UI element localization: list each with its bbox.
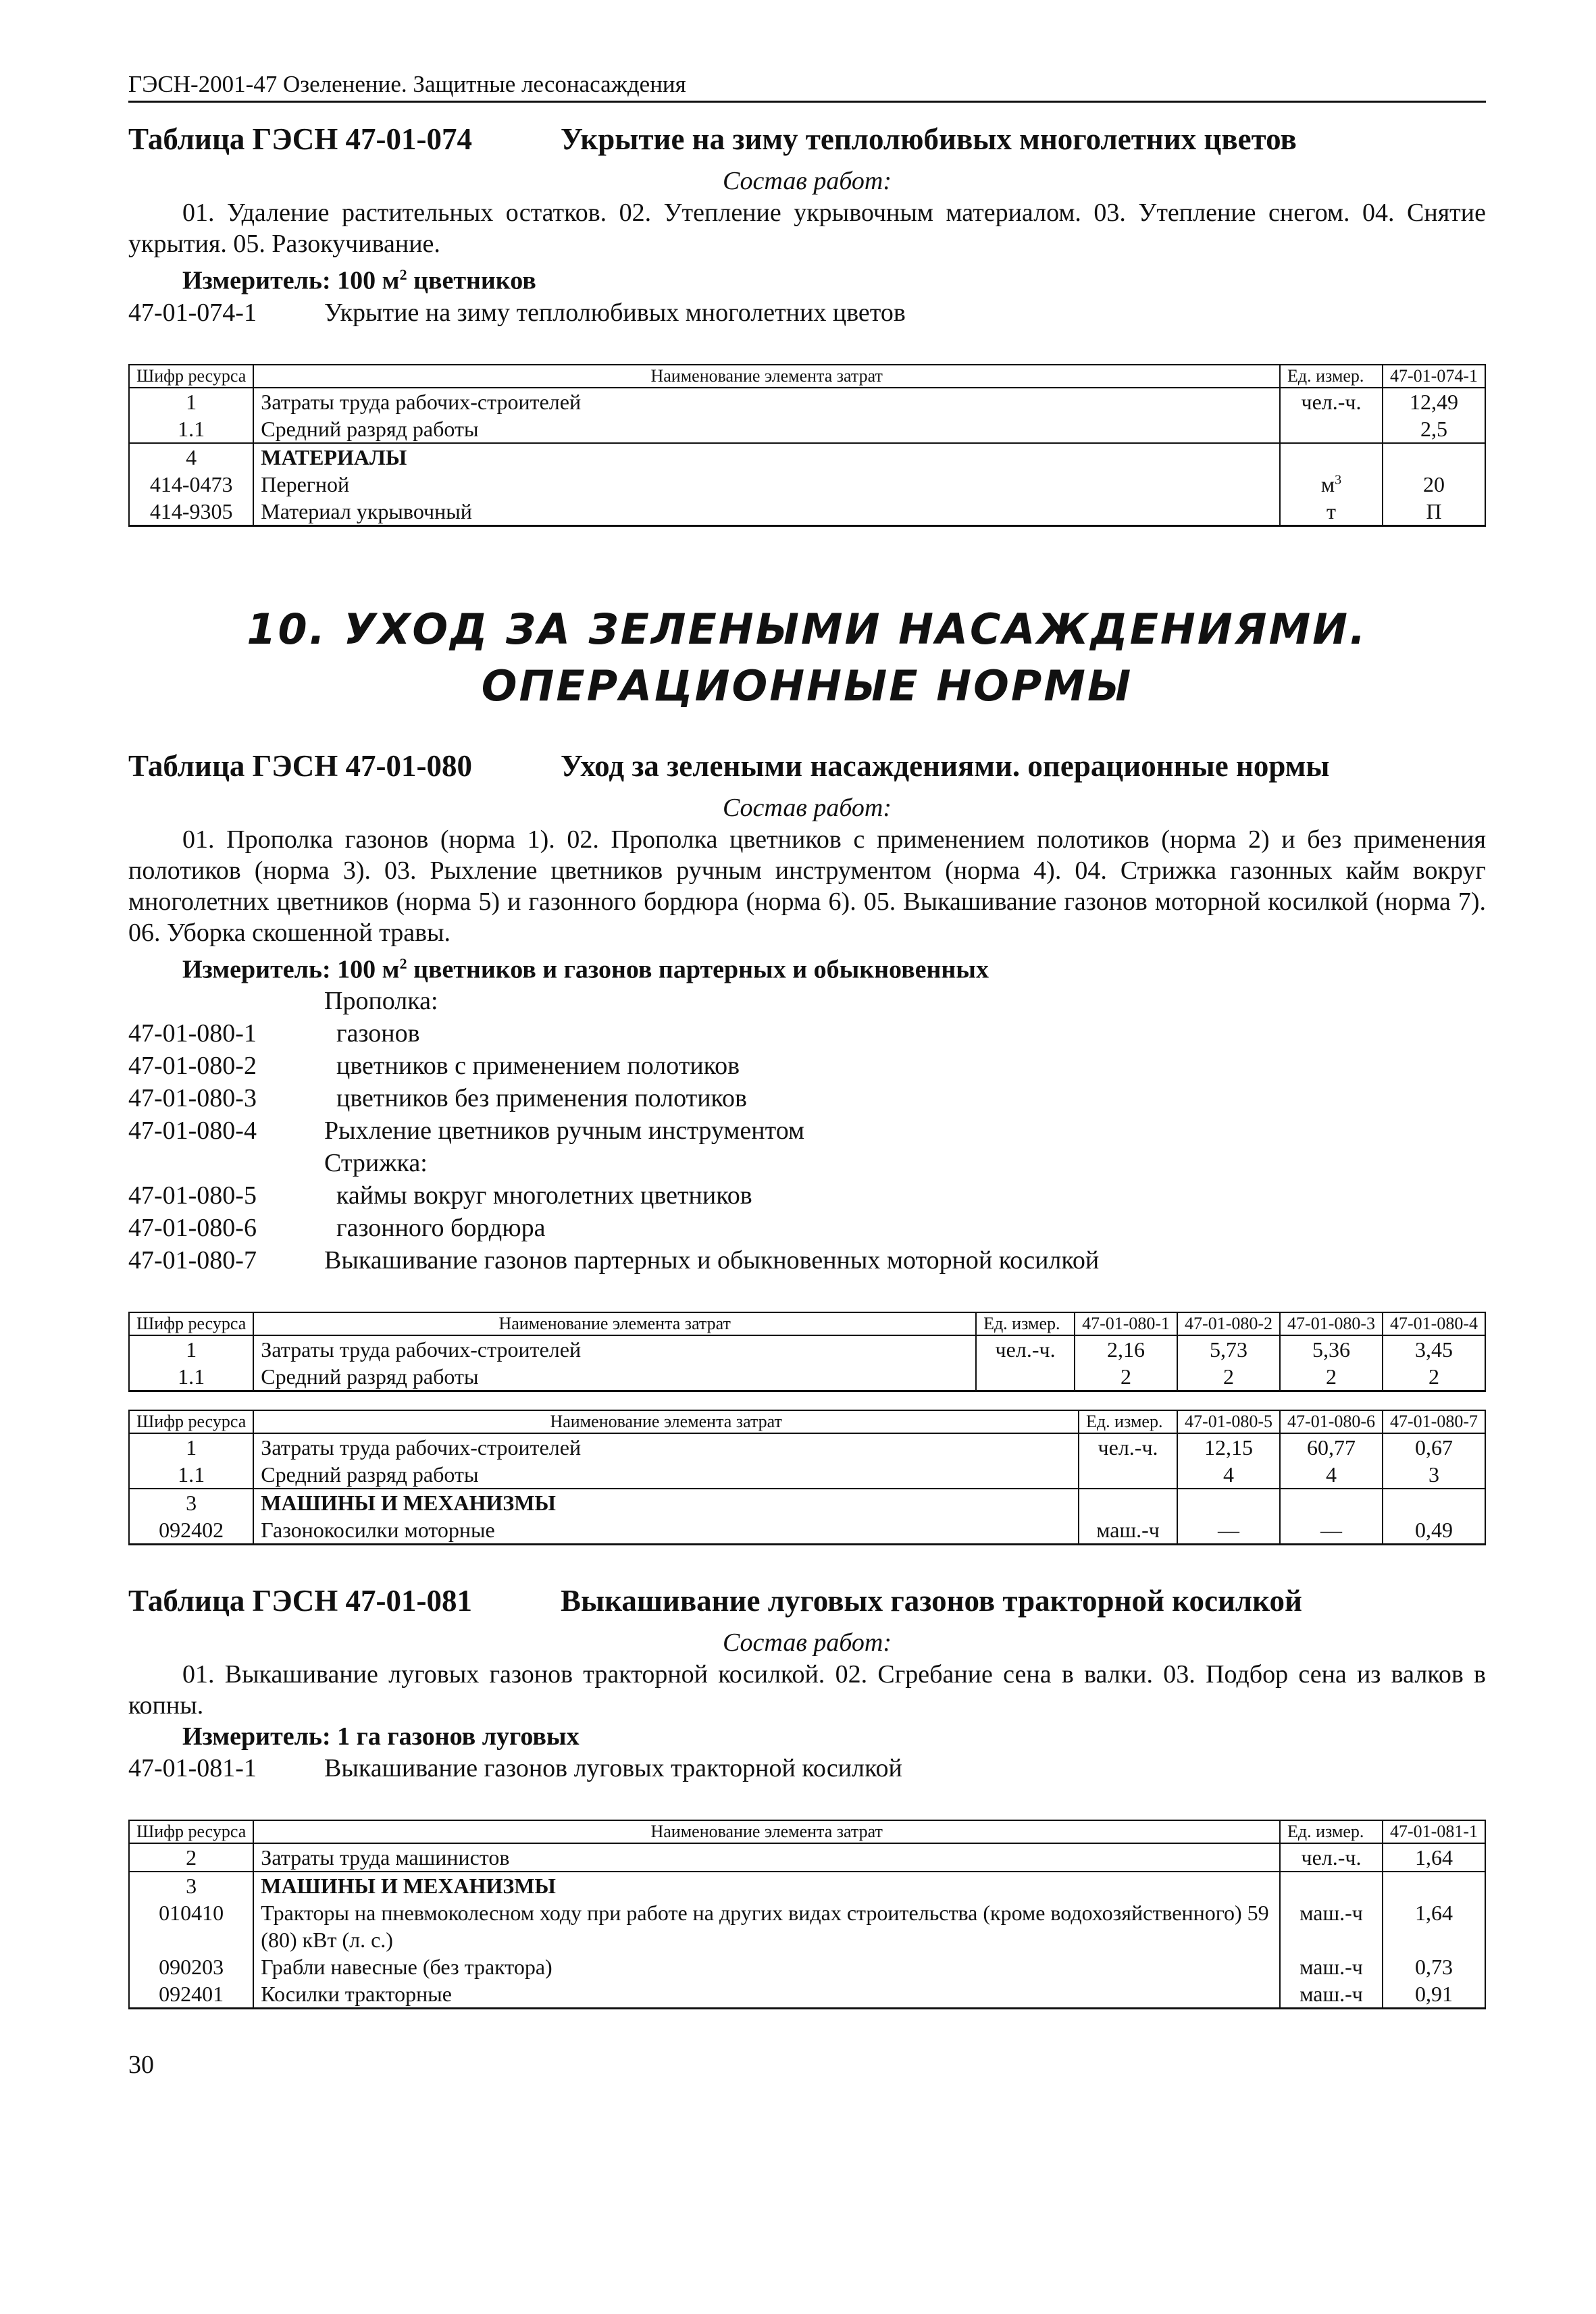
- table-header-row: [129, 1312, 1485, 1335]
- norm-row: [128, 1082, 1486, 1114]
- cost-value: [1383, 1872, 1485, 1899]
- meter-sup: 2: [399, 954, 407, 972]
- cost-value: П: [1383, 498, 1485, 526]
- cost-value: 0,67: [1383, 1433, 1485, 1461]
- cost-unit: [976, 1363, 1075, 1391]
- table-081-code: Таблица ГЭСН 47-01-081: [128, 1584, 472, 1618]
- cost-value: [1280, 1489, 1383, 1516]
- norm-name: газонов: [336, 1019, 420, 1048]
- norm-code: 47-01-081-1: [128, 1754, 257, 1783]
- table-081-works: 01. Выкашивание луговых газонов тракторной косилкой. 02. Сгребание сена в валки. 03. Подбор сена из валков в копны.: [128, 1660, 1486, 1720]
- table-081-norm-list: [128, 1752, 1486, 1784]
- norm-row: [128, 1050, 1486, 1082]
- resource-code: 090203: [129, 1953, 253, 1980]
- col-unit-header: Ед. измер.: [1280, 1820, 1383, 1843]
- cost-unit: [1079, 1489, 1177, 1516]
- cost-unit: маш.-ч: [1280, 1899, 1383, 1953]
- table-row: [129, 1461, 1485, 1489]
- table-row: [129, 1872, 1485, 1899]
- col-name-header: Наименование элемента затрат: [253, 1820, 1280, 1843]
- table-080-costs-b: [128, 1410, 1486, 1545]
- col-unit-header: Ед. измер.: [1280, 365, 1383, 388]
- col-norm-header: 47-01-080-1: [1075, 1312, 1177, 1335]
- resource-code: 010410: [129, 1899, 253, 1953]
- col-norm-header: 47-01-080-5: [1177, 1410, 1280, 1433]
- resource-code: 3: [129, 1872, 253, 1899]
- cost-value: 5,73: [1177, 1335, 1280, 1363]
- cost-unit: $м^3$: [1280, 471, 1383, 498]
- cost-value: [1383, 1489, 1485, 1516]
- cost-value: 2: [1075, 1363, 1177, 1391]
- table-row: [129, 1489, 1485, 1516]
- table-header-row: [129, 1410, 1485, 1433]
- cost-name: МАТЕРИАЛЫ: [253, 443, 1280, 471]
- norm-row: [128, 1147, 1486, 1179]
- cost-name: Затраты труда рабочих-строителей: [253, 1433, 1079, 1461]
- cost-value: 4: [1177, 1461, 1280, 1489]
- resource-code: 4: [129, 443, 253, 471]
- cost-unit: чел.-ч.: [976, 1335, 1075, 1363]
- norm-row: [128, 1114, 1486, 1147]
- col-resource-header: Шифр ресурса: [129, 1312, 253, 1335]
- norm-code: 47-01-080-4: [128, 1116, 257, 1146]
- meter-sup: 2: [399, 266, 407, 283]
- table-080-costs-a: [128, 1312, 1486, 1392]
- sostav-label: Состав работ:: [722, 1628, 892, 1657]
- cost-unit: [1280, 443, 1383, 471]
- table-header-row: [129, 365, 1485, 388]
- unit-sup: 3: [1335, 472, 1342, 487]
- cost-value: 2,5: [1383, 415, 1485, 443]
- table-080-heading: [128, 748, 1486, 783]
- cost-name: Затраты труда рабочих-строителей: [253, 1335, 976, 1363]
- cost-name: Материал укрывочный: [253, 498, 1280, 526]
- table-row: [129, 1335, 1485, 1363]
- table-row: [129, 1843, 1485, 1872]
- cost-name: Грабли навесные (без трактора): [253, 1953, 1280, 1980]
- cost-value: —: [1177, 1516, 1280, 1545]
- sostav-label: Состав работ:: [722, 793, 892, 822]
- cost-name: Средний разряд работы: [253, 1461, 1079, 1489]
- norm-name: Выкашивание газонов партерных и обыкновенных моторной косилкой: [324, 1246, 1100, 1275]
- norm-row: [128, 1752, 1486, 1784]
- table-row: [129, 1363, 1485, 1391]
- table-row: [129, 1980, 1485, 2009]
- cost-value: 2,16: [1075, 1335, 1177, 1363]
- cost-value: [1383, 443, 1485, 471]
- meter-text: Измеритель: 100 м: [182, 955, 400, 984]
- col-resource-header: Шифр ресурса: [129, 1820, 253, 1843]
- norm-code: 47-01-080-6: [128, 1214, 257, 1243]
- section-title-line2: ОПЕРАЦИОННЫЕ НОРМЫ: [481, 661, 1133, 711]
- cost-value: 1,64: [1383, 1899, 1485, 1953]
- page-number: 30: [128, 2051, 154, 2080]
- table-074-costs: [128, 364, 1486, 527]
- table-074-code: Таблица ГЭСН 47-01-074: [128, 122, 472, 156]
- cost-unit: маш.-ч: [1280, 1980, 1383, 2009]
- resource-code: 092401: [129, 1980, 253, 2009]
- norm-row: [128, 1017, 1486, 1050]
- meter-text: Измеритель: 1 га газонов луговых: [182, 1722, 580, 1751]
- table-074-norm-list: [128, 297, 1486, 329]
- resource-code: 2: [129, 1843, 253, 1872]
- cost-value: 5,36: [1280, 1335, 1383, 1363]
- norm-code: [128, 985, 324, 1017]
- norm-code: 47-01-080-1: [128, 1019, 257, 1048]
- cost-value: 4: [1280, 1461, 1383, 1489]
- cost-value: 0,91: [1383, 1980, 1485, 2009]
- cost-value: 2: [1177, 1363, 1280, 1391]
- resource-code: 1: [129, 388, 253, 415]
- cost-unit: чел.-ч.: [1280, 1843, 1383, 1872]
- cost-unit: т: [1280, 498, 1383, 526]
- norm-name: Прополка:: [324, 987, 438, 1016]
- cost-value: [1177, 1489, 1280, 1516]
- col-norm-header: 47-01-080-3: [1280, 1312, 1383, 1335]
- col-name-header: Наименование элемента затрат: [253, 365, 1280, 388]
- norm-code: 47-01-080-2: [128, 1052, 257, 1081]
- cost-value: 3,45: [1383, 1335, 1485, 1363]
- cost-value: 1,64: [1383, 1843, 1485, 1872]
- resource-code: 3: [129, 1489, 253, 1516]
- norm-row: [128, 1244, 1486, 1277]
- table-row: [129, 1433, 1485, 1461]
- cost-value: 2: [1383, 1363, 1485, 1391]
- cost-value: —: [1280, 1516, 1383, 1545]
- cost-value: 0,49: [1383, 1516, 1485, 1545]
- table-074-title: Укрытие на зиму теплолюбивых многолетних цветов: [561, 122, 1297, 156]
- cost-unit: маш.-ч: [1079, 1516, 1177, 1545]
- col-unit-header: Ед. измер.: [976, 1312, 1075, 1335]
- norm-name: Рыхление цветников ручным инструментом: [324, 1116, 805, 1146]
- norm-code: 47-01-080-5: [128, 1181, 257, 1210]
- cost-value: 12,49: [1383, 388, 1485, 415]
- resource-code: 1: [129, 1433, 253, 1461]
- norm-code: 47-01-080-7: [128, 1246, 257, 1275]
- table-row: [129, 471, 1485, 498]
- cost-unit: [1079, 1461, 1177, 1489]
- cost-name: Средний разряд работы: [253, 1363, 976, 1391]
- cost-value: 3: [1383, 1461, 1485, 1489]
- col-norm-header: 47-01-080-7: [1383, 1410, 1485, 1433]
- cost-name: Тракторы на пневмоколесном ходу при работе на других видах строительства (кроме водохозяйственного) 59 (80) кВт (л. с.): [253, 1899, 1280, 1953]
- table-074-works: 01. Удаление растительных остатков. 02. Утепление укрывочным материалом. 03. Утепление снегом. 04. Снятие укрытия. 05. Разокучивание.: [128, 199, 1486, 258]
- cost-value: 20: [1383, 471, 1485, 498]
- norm-row: [128, 1212, 1486, 1244]
- meter-text: цветников и газонов партерных и обыкновенных: [407, 955, 989, 984]
- meter-text: Измеритель: 100 м: [182, 266, 400, 295]
- table-080-code: Таблица ГЭСН 47-01-080: [128, 748, 472, 783]
- resource-code: 1.1: [129, 1363, 253, 1391]
- table-080-title: Уход за зелеными насаждениями. операционные нормы: [561, 748, 1330, 783]
- cost-name: Средний разряд работы: [253, 415, 1280, 443]
- norm-row: [128, 1179, 1486, 1212]
- col-norm-header: 47-01-074-1: [1383, 365, 1485, 388]
- norm-name: газонного бордюра: [336, 1214, 546, 1243]
- document-page: [128, 71, 1486, 2080]
- running-head: ГЭСН-2001-47 Озеленение. Защитные лесонасаждения: [128, 71, 1486, 103]
- cost-name: Косилки тракторные: [253, 1980, 1280, 2009]
- col-resource-header: Шифр ресурса: [129, 1410, 253, 1433]
- cost-unit: чел.-ч.: [1280, 388, 1383, 415]
- table-row: [129, 443, 1485, 471]
- cost-name: МАШИНЫ И МЕХАНИЗМЫ: [253, 1872, 1280, 1899]
- section-title: [128, 601, 1486, 715]
- col-norm-header: 47-01-080-6: [1280, 1410, 1383, 1433]
- col-name-header: Наименование элемента затрат: [253, 1410, 1079, 1433]
- table-074-meter: [182, 259, 1486, 297]
- cost-name: Перегной: [253, 471, 1280, 498]
- cost-value: 0,73: [1383, 1953, 1485, 1980]
- table-081-costs: [128, 1820, 1486, 2009]
- table-row: [129, 1516, 1485, 1545]
- col-norm-header: 47-01-080-2: [1177, 1312, 1280, 1335]
- table-080-norm-list: [128, 985, 1486, 1277]
- table-080-meter: [182, 948, 1486, 985]
- section-title-line1: 10. УХОД ЗА ЗЕЛЕНЫМИ НАСАЖДЕНИЯМИ.: [247, 604, 1368, 654]
- resource-code: 1.1: [129, 415, 253, 443]
- table-081-title: Выкашивание луговых газонов тракторной косилкой: [561, 1584, 1302, 1618]
- table-row: [129, 415, 1485, 443]
- cost-name: Затраты труда рабочих-строителей: [253, 388, 1280, 415]
- col-norm-header: 47-01-080-4: [1383, 1312, 1485, 1335]
- resource-code: 1.1: [129, 1461, 253, 1489]
- norm-code: 47-01-080-3: [128, 1084, 257, 1113]
- col-norm-header: 47-01-081-1: [1383, 1820, 1485, 1843]
- resource-code: 414-9305: [129, 498, 253, 526]
- table-081-meter: [182, 1721, 1486, 1752]
- table-row: [129, 1899, 1485, 1953]
- cost-unit: чел.-ч.: [1079, 1433, 1177, 1461]
- cost-value: 12,15: [1177, 1433, 1280, 1461]
- cost-unit: [1280, 1872, 1383, 1899]
- table-row: [129, 1953, 1485, 1980]
- meter-text: цветников: [407, 266, 536, 295]
- table-081-heading: [128, 1583, 1486, 1618]
- norm-code: [128, 1147, 324, 1179]
- norm-name: цветников без применения полотиков: [336, 1084, 747, 1113]
- norm-name: цветников с применением полотиков: [336, 1052, 740, 1081]
- cost-name: Газонокосилки моторные: [253, 1516, 1079, 1545]
- col-resource-header: Шифр ресурса: [129, 365, 253, 388]
- cost-value: 2: [1280, 1363, 1383, 1391]
- norm-code: 47-01-074-1: [128, 298, 257, 327]
- cost-value: 60,77: [1280, 1433, 1383, 1461]
- norm-row: [128, 985, 1486, 1017]
- resource-code: 1: [129, 1335, 253, 1363]
- resource-code: 414-0473: [129, 471, 253, 498]
- table-header-row: [129, 1820, 1485, 1843]
- table-080-works: 01. Прополка газонов (норма 1). 02. Прополка цветников с применением полотиков (норма 2) и без применения полотиков (норма 3). 03. Рыхление цветников ручным инструментом (норма 4). 04. Стрижка газонных кайм вокруг многолетних цветников (норма 5) и газонного бордюра (норма 6). 05. Выкашивание газонов моторной косилкой (норма 7). 06. Уборка скошенной травы.: [128, 825, 1486, 947]
- sostav-label: Состав работ:: [722, 167, 892, 195]
- col-name-header: Наименование элемента затрат: [253, 1312, 976, 1335]
- norm-row: [128, 297, 1486, 329]
- norm-name: Выкашивание газонов луговых тракторной косилкой: [324, 1754, 902, 1783]
- norm-name: каймы вокруг многолетних цветников: [336, 1181, 752, 1210]
- cost-unit: [1280, 415, 1383, 443]
- norm-name: Укрытие на зиму теплолюбивых многолетних цветов: [324, 298, 906, 327]
- table-074-heading: [128, 122, 1486, 157]
- table-row: [129, 498, 1485, 526]
- norm-name: Стрижка:: [324, 1149, 428, 1178]
- resource-code: 092402: [129, 1516, 253, 1545]
- cost-name: МАШИНЫ И МЕХАНИЗМЫ: [253, 1489, 1079, 1516]
- cost-unit: маш.-ч: [1280, 1953, 1383, 1980]
- col-unit-header: Ед. измер.: [1079, 1410, 1177, 1433]
- cost-name: Затраты труда машинистов: [253, 1843, 1280, 1872]
- table-row: [129, 388, 1485, 415]
